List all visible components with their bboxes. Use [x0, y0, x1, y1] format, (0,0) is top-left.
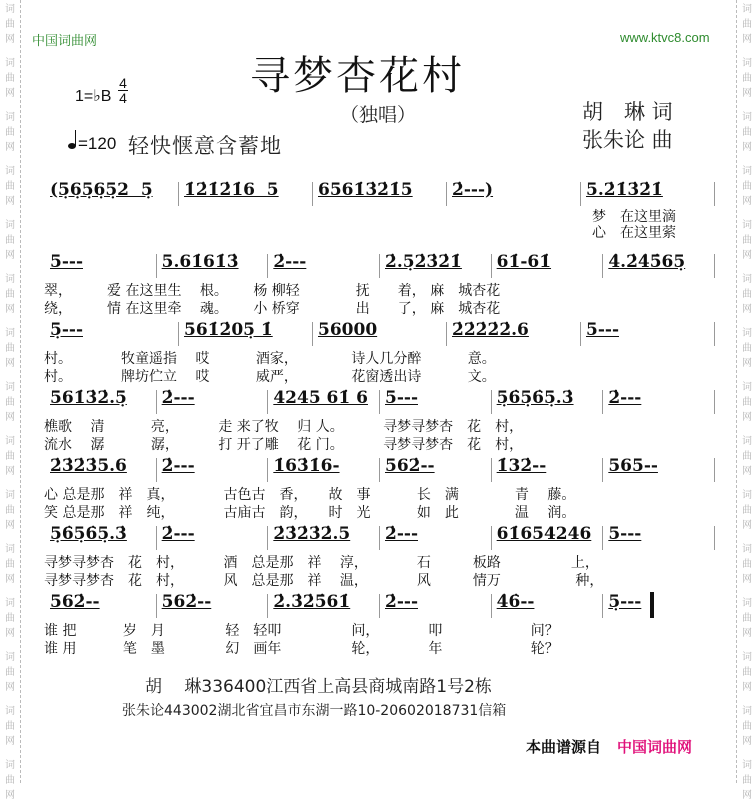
- measure: 4̇.2̇4̇5̇65̣: [608, 252, 686, 272]
- measure: 562̇--: [161, 592, 212, 612]
- barline: [379, 594, 380, 618]
- key-signature: 1=♭B: [75, 88, 112, 105]
- watermark-text: 词 曲 网: [742, 58, 752, 99]
- barline: [379, 390, 380, 414]
- measure: 5̣6̇5̣6̇5̣.3̇: [496, 388, 574, 408]
- score-line: [44, 252, 714, 276]
- score-line: [44, 592, 714, 616]
- barline: [491, 390, 492, 414]
- watermark-text: 词 曲 网: [5, 220, 15, 261]
- site-name-left: 中国词曲网: [32, 34, 98, 49]
- barline: [602, 458, 603, 482]
- time-signature-top: 4: [119, 75, 127, 91]
- barline: [714, 458, 715, 482]
- measure: 5---: [385, 388, 418, 408]
- quarter-note-icon: [68, 143, 76, 149]
- measure: 561̇3̇2̇.5̣: [50, 388, 127, 408]
- watermark-text: 词 曲 网: [5, 436, 15, 477]
- song-title: 寻梦杏花村: [250, 53, 465, 99]
- measure: 2̇.5̣2̇3̇2̇1̇: [385, 252, 462, 272]
- time-signature: [118, 76, 128, 105]
- watermark-text: 词 曲 网: [742, 274, 752, 315]
- source-brand: 中国词曲网: [617, 738, 693, 756]
- lyric-line-verse2: 笑 总是那 祥 纯， 古庙古 韵， 时 光 如 此 温 润。: [44, 505, 576, 521]
- barline: [156, 594, 157, 618]
- left-watermark-strip: [0, 0, 21, 801]
- expression-marking: 轻快惬意含蓄地: [128, 134, 282, 158]
- watermark-text: 词 曲 网: [5, 166, 15, 207]
- score-line: [44, 180, 714, 204]
- watermark-text: 词 曲 网: [742, 652, 752, 693]
- barline: [156, 526, 157, 550]
- lyric-line-verse1: 寻梦寻梦杏 花 村， 酒 总是那 祥 淳， 石 板路 上，: [44, 555, 599, 571]
- watermark-text: 词 曲 网: [742, 544, 752, 585]
- lyric-line-verse1: 谁 把 岁 月 轻 轻叩 问， 叩 问？: [44, 623, 559, 639]
- watermark-text: 词 曲 网: [742, 166, 752, 207]
- barline: [491, 254, 492, 278]
- barline: [602, 526, 603, 550]
- barline: [379, 526, 380, 550]
- barline: [312, 182, 313, 206]
- measure: 2̇.3̇2̇5̇61̇: [273, 592, 351, 612]
- barline: [178, 322, 179, 346]
- lyric-line-verse2: 谁 用 笔 墨 幻 画年 轮， 年 轮？: [44, 641, 559, 657]
- watermark-text: 词 曲 网: [742, 4, 752, 45]
- watermark-text: 词 曲 网: [742, 436, 752, 477]
- measure: 5---: [608, 524, 642, 544]
- measure: 5̣6̇5̣6̇5̣.3̇: [50, 524, 127, 544]
- final-barline: [650, 592, 654, 618]
- watermark-text: 词 曲 网: [5, 706, 15, 747]
- barline: [156, 458, 157, 482]
- measure: 61̇-61̇: [496, 252, 552, 272]
- measure: 5̣---: [50, 320, 83, 340]
- measure: 2̇---: [385, 592, 418, 612]
- measure: 562̇--: [50, 592, 100, 612]
- composer-address: 张朱论443002湖北省宜昌市东湖一路10-20602018731信箱: [122, 703, 507, 719]
- barline: [491, 458, 492, 482]
- lyric-line-verse1: 梦 在这里滴: [592, 209, 676, 225]
- measure: 561̇2̇05̣ 1̇: [184, 320, 273, 340]
- site-url: www.ktvc8.com: [620, 30, 710, 45]
- measure: 4̇6̇--: [496, 592, 535, 612]
- barline: [156, 254, 157, 278]
- barline: [602, 594, 603, 618]
- barline: [491, 526, 492, 550]
- barline: [312, 322, 313, 346]
- credits: [582, 98, 673, 154]
- score-line: [44, 524, 714, 548]
- watermark-text: 词 曲 网: [5, 544, 15, 585]
- score-line: [44, 388, 714, 412]
- measure: 2̇2̇2̇2̇2̇.6: [452, 320, 529, 340]
- watermark-text: 词 曲 网: [5, 382, 15, 423]
- watermark-text: 词 曲 网: [5, 598, 15, 639]
- barline: [178, 182, 179, 206]
- lyric-line-verse2: 心 在这里萦: [592, 225, 676, 241]
- lyric-line-verse1: 村。 牧童遥指 哎 酒家， 诗人几分醉 意。: [44, 351, 496, 367]
- lyric-line-verse2: 寻梦寻梦杏 花 村， 风 总是那 祥 温， 风 情万 种，: [44, 573, 604, 589]
- barline: [446, 182, 447, 206]
- barline: [714, 322, 715, 346]
- right-watermark-strip: [736, 0, 756, 801]
- measure: 5.61̇61̇3̇: [161, 252, 239, 272]
- source-attribution: [526, 736, 692, 757]
- measure: 5.2̇1̇3̇2̇1̇: [586, 180, 663, 200]
- barline: [379, 254, 380, 278]
- measure: 2̇3̇2̇3̇5.6: [50, 456, 127, 476]
- measure: 5---: [586, 320, 619, 340]
- measure: 562̇--: [385, 456, 435, 476]
- measure: 1̇63̇1̇6-: [273, 456, 340, 476]
- barline: [267, 390, 268, 414]
- barline: [267, 458, 268, 482]
- measure: 56000: [318, 320, 378, 340]
- barline: [602, 390, 603, 414]
- barline: [714, 254, 715, 278]
- barline: [379, 458, 380, 482]
- lyricist-address: 胡 琳336400江西省上高县商城南路1号2栋: [145, 677, 492, 697]
- barline: [714, 390, 715, 414]
- watermark-text: 词 曲 网: [5, 4, 15, 45]
- lyric-line-verse1: 樵歌 清 亮， 走 来了牧 归 人。 寻梦寻梦杏 花 村，: [44, 419, 524, 435]
- barline: [602, 254, 603, 278]
- barline: [446, 322, 447, 346]
- watermark-text: 词 曲 网: [5, 274, 15, 315]
- barline: [267, 594, 268, 618]
- lyric-line-verse1: 心 总是那 祥 真， 古色古 香， 故 事 长 满 青 藤。: [44, 487, 576, 503]
- measure: 2̇---: [161, 388, 195, 408]
- song-subtitle: （独唱）: [340, 104, 417, 126]
- watermark-text: 词 曲 网: [5, 112, 15, 153]
- tempo-marking: [68, 134, 116, 154]
- watermark-text: 词 曲 网: [742, 760, 752, 801]
- lyric-line-verse1: 翠， 爱 在这里生 根。 杨 柳轻 抚 着， 麻 城杏花: [44, 283, 501, 299]
- tempo-value: =120: [78, 134, 117, 153]
- score-line: [44, 456, 714, 480]
- measure: (5̣6̣5̣6̣5̣2 5̣: [50, 180, 153, 200]
- source-label: 本曲谱源自: [526, 738, 602, 756]
- measure: 5---: [50, 252, 83, 272]
- time-signature-bottom: 4: [119, 90, 127, 106]
- barline: [580, 182, 581, 206]
- watermark-text: 词 曲 网: [5, 490, 15, 531]
- barline: [714, 182, 715, 206]
- watermark-text: 词 曲 网: [742, 706, 752, 747]
- watermark-text: 词 曲 网: [742, 112, 752, 153]
- watermark-text: 词 曲 网: [5, 652, 15, 693]
- watermark-text: 词 曲 网: [5, 760, 15, 801]
- measure: 2̇3̇2̇3̇2̇.5: [273, 524, 351, 544]
- score-line: [44, 320, 714, 344]
- watermark-text: 词 曲 网: [742, 220, 752, 261]
- measure: 4245 61̇ 6: [273, 388, 368, 408]
- lyric-line-verse2: 绕， 情 在这里牵 魂。 小 桥穿 出 了， 麻 城杏花: [44, 301, 501, 317]
- measure: 1̇2̇1̇2̇1̇6 5: [184, 180, 279, 200]
- measure: 61̇654246: [496, 524, 592, 544]
- measure: 2̇---: [273, 252, 307, 272]
- watermark-text: 词 曲 网: [742, 328, 752, 369]
- watermark-text: 词 曲 网: [5, 328, 15, 369]
- watermark-text: 词 曲 网: [742, 490, 752, 531]
- measure: 2̇---: [608, 388, 642, 408]
- watermark-text: 词 曲 网: [742, 382, 752, 423]
- lyricist-credit: 胡 琳 词: [582, 100, 673, 124]
- measure: 2̇---: [385, 524, 418, 544]
- watermark-text: 词 曲 网: [742, 598, 752, 639]
- barline: [491, 594, 492, 618]
- measure: 5̣---: [608, 592, 642, 612]
- lyric-line-verse2: 流水 潺 潺， 打 开了雕 花 门。 寻梦寻梦杏 花 村，: [44, 437, 524, 453]
- barline: [156, 390, 157, 414]
- lyric-line-verse2: 村。 牌坊伫立 哎 威严， 花窗透出诗 文。: [44, 369, 496, 385]
- barline: [267, 526, 268, 550]
- composer-credit: 张朱论 曲: [582, 128, 673, 152]
- barline: [267, 254, 268, 278]
- measure: 565--: [608, 456, 658, 476]
- measure: 6561̇3̇2̇1̇5: [318, 180, 413, 200]
- measure: 2̇---: [161, 524, 195, 544]
- measure: 2̇---: [161, 456, 195, 476]
- measure: 1̇32̇--: [496, 456, 547, 476]
- watermark-text: 词 曲 网: [5, 58, 15, 99]
- barline: [580, 322, 581, 346]
- barline: [714, 526, 715, 550]
- measure: 2̇---): [452, 180, 494, 200]
